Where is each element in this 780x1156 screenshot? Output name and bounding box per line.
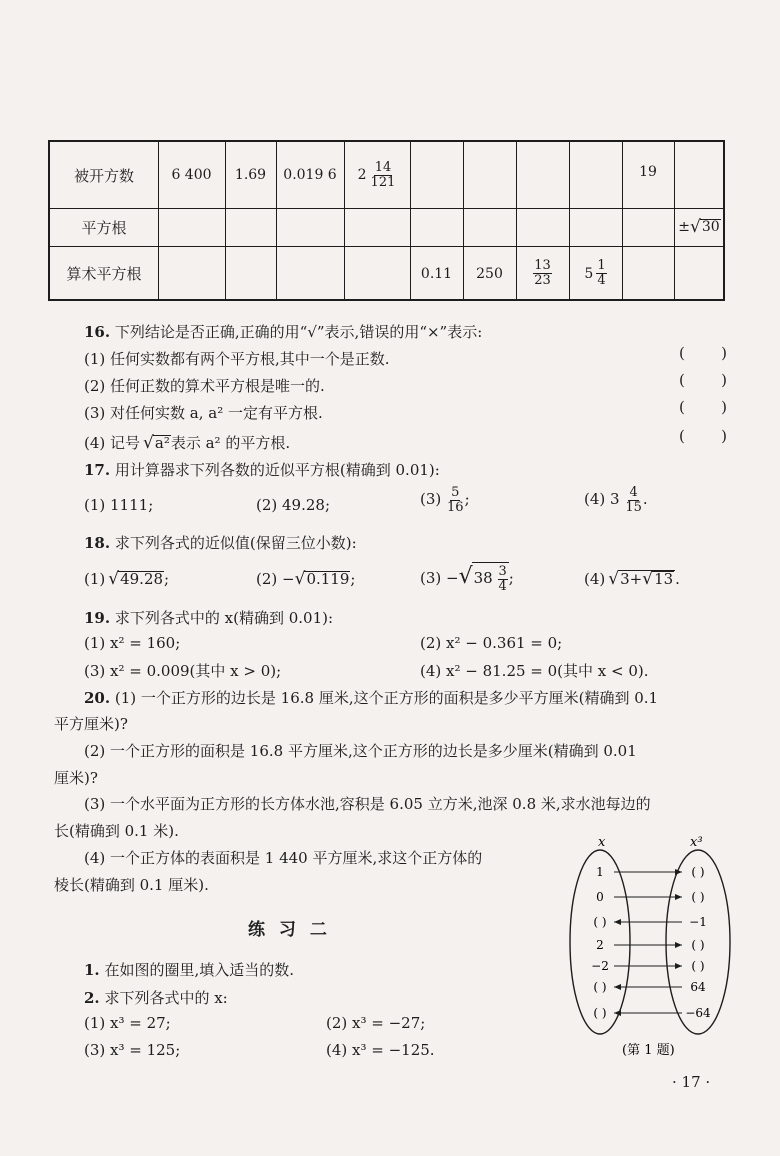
answer-blank[interactable] (679, 344, 727, 362)
fraction-denominator: 121 (370, 174, 396, 190)
arrow-head-icon (675, 942, 682, 948)
item-end: . (675, 570, 680, 588)
table-cell: 250 (476, 265, 503, 282)
right-value: −1 (689, 915, 707, 929)
arrow-head-icon (614, 1010, 621, 1016)
question-text: 求下列各式的近似值(保留三位小数): (114, 534, 357, 552)
item-label: (4) (584, 570, 606, 588)
q20-line: 长(精确到 0.1 米). (54, 822, 179, 840)
item-label: (4) 记号 (84, 434, 141, 452)
question-20 (84, 687, 658, 708)
fraction-denominator: 16 (447, 499, 464, 515)
item-label: (1) (84, 570, 106, 588)
paren-close: ) (721, 371, 727, 389)
figure-caption: (第 1 题) (622, 1043, 675, 1058)
left-value: −2 (591, 959, 609, 973)
radicand-part: 3+ (620, 570, 643, 588)
fraction (596, 259, 606, 287)
right-set-label: x³ (690, 835, 703, 850)
fraction (624, 486, 643, 514)
arrow-head-icon (675, 894, 682, 900)
q18-item-3 (420, 562, 514, 593)
question-16 (84, 321, 482, 342)
right-value: ( ) (691, 959, 705, 973)
fraction-numerator: 5 (451, 485, 460, 500)
question-text: 下列结论是否正确,正确的用“√”表示,错误的用“×”表示: (114, 323, 483, 341)
question-text: 用计算器求下列各数的近似平方根(精确到 0.01): (114, 461, 440, 479)
page-number: · 17 · (672, 1073, 711, 1091)
q16-item-1: (1) 任何实数都有两个平方根,其中一个是正数. (84, 350, 390, 368)
question-18 (84, 532, 357, 553)
paren-open: ( (679, 371, 685, 389)
fraction-denominator: 23 (534, 273, 551, 288)
fraction-denominator: 15 (625, 499, 642, 515)
fraction (498, 565, 508, 593)
q17-item-4 (584, 486, 648, 514)
paren-open: ( (679, 344, 685, 362)
question-number: 16. (84, 323, 111, 341)
table-cell: 1.69 (234, 167, 267, 183)
q20-line: 平方厘米)? (54, 715, 128, 733)
q20-line: (4) 一个正方体的表面积是 1 440 平方厘米,求这个正方体的 (84, 849, 483, 867)
item-end: ; (350, 570, 356, 588)
q20-line: 厘米)? (54, 769, 98, 787)
q19-item-1: (1) x² = 160; (84, 634, 181, 652)
item-label: (3) (420, 490, 442, 509)
question-number: 1. (84, 961, 100, 979)
arrow-head-icon (614, 919, 621, 925)
fraction-denominator: 4 (498, 578, 507, 594)
question-number: 19. (84, 609, 111, 627)
item-end: ; (164, 570, 170, 588)
question-text: 在如图的圈里,填入适当的数. (104, 961, 294, 979)
question-text: 求下列各式中的 x(精确到 0.01): (114, 609, 334, 627)
exercise-2-item-4: (4) x³ = −125. (326, 1041, 435, 1059)
q16-item-3: (3) 对任何实数 a, a² 一定有平方根. (84, 404, 323, 422)
table-cell-mixed-number (569, 246, 622, 301)
question-text: 求下列各式中的 x: (104, 989, 228, 1007)
item-text: 表示 a² 的平方根. (170, 434, 291, 452)
row-header-arithmetic-root: 算术平方根 (66, 265, 142, 283)
fraction-numerator: 4 (629, 485, 638, 500)
right-value: −64 (685, 1006, 711, 1020)
left-value: ( ) (593, 980, 607, 994)
right-values (685, 865, 711, 1020)
fraction-numerator: 14 (374, 159, 392, 175)
mixed-whole: 38 (473, 569, 493, 588)
radical-sign-icon: √ (143, 433, 154, 453)
question-text: (1) 一个正方形的边长是 16.8 厘米,这个正方形的面积是多少平方厘米(精确到 0.1 (114, 689, 659, 707)
answer-blank[interactable] (679, 398, 727, 416)
left-value: ( ) (593, 915, 607, 929)
section-title: 练 习 二 (248, 920, 331, 940)
q18-item-2 (256, 569, 355, 589)
question-number: 18. (84, 534, 111, 552)
q17-item-2: (2) 49.28; (256, 496, 331, 514)
radicand: a² (154, 434, 170, 452)
item-end: ; (508, 569, 514, 588)
inner-radicand: 13 (654, 570, 674, 588)
row-header-radicand: 被开方数 (73, 166, 134, 185)
radicand: 30 (701, 219, 720, 236)
radical-sign-icon: √ (642, 569, 654, 589)
exercise-2-item-2: (2) x³ = −27; (326, 1014, 426, 1032)
paren-open: ( (679, 398, 685, 416)
left-value: 0 (596, 890, 604, 904)
q20-line: (3) 一个水平面为正方形的长方体水池,容积是 6.05 立方米,池深 0.8 米,求水池每边的 (84, 795, 651, 813)
paren-close: ) (721, 344, 727, 362)
right-value: ( ) (691, 865, 705, 879)
plus-minus-sign: ± (678, 219, 691, 235)
right-value: ( ) (691, 890, 705, 904)
fraction (370, 161, 397, 189)
arrow-head-icon (675, 963, 682, 969)
paren-close: ) (721, 427, 727, 445)
fraction-denominator: 4 (597, 273, 606, 288)
arrow-head-icon (614, 984, 621, 990)
q17-item-3 (420, 486, 470, 514)
q19-item-3: (3) x² = 0.009(其中 x > 0); (84, 662, 282, 680)
q19-item-4: (4) x² − 81.25 = 0(其中 x < 0). (420, 662, 649, 680)
paren-close: ) (721, 398, 727, 416)
radicand: 49.28 (120, 570, 164, 588)
q18-item-4 (584, 569, 680, 589)
radical-sign-icon: √ (294, 569, 306, 589)
radicand: 0.119 (306, 570, 350, 588)
q17-item-1: (1) 1111; (84, 496, 154, 514)
left-value: 2 (596, 938, 604, 952)
item-label: (4) 3 (584, 490, 620, 509)
question-number: 2. (84, 989, 100, 1007)
q19-item-2: (2) x² − 0.361 = 0; (420, 634, 563, 652)
mixed-whole: 5 (584, 265, 594, 282)
exercise-2-item-1: (1) x³ = 27; (84, 1014, 171, 1032)
table-cell: 0.019 6 (283, 167, 337, 183)
right-value: 64 (690, 980, 706, 994)
q20-line: (2) 一个正方形的面积是 16.8 平方厘米,这个正方形的边长是多少厘米(精确到 0.01 (84, 742, 637, 760)
radicand (618, 570, 675, 589)
right-value: ( ) (691, 938, 705, 952)
table-cell-fraction (516, 246, 569, 301)
radical-sign-icon: √ (458, 564, 473, 590)
table-cell-mixed-number (344, 142, 410, 208)
left-set-label: x (598, 835, 606, 850)
item-label: (3) − (420, 569, 459, 588)
answer-blank[interactable] (679, 371, 727, 389)
fraction-numerator: 3 (498, 564, 507, 579)
item-end: ; (464, 490, 470, 509)
item-label: (2) − (256, 570, 295, 588)
q20-line: 棱长(精确到 0.1 厘米). (54, 876, 209, 894)
question-number: 17. (84, 461, 111, 479)
square-root-table (48, 140, 725, 301)
radical-sign-icon: √ (690, 217, 701, 237)
fraction (446, 486, 465, 514)
fraction-numerator: 1 (597, 258, 606, 274)
fraction-numerator: 13 (534, 258, 551, 274)
table-cell-plus-minus-root (674, 208, 725, 246)
radical-sign-icon: √ (108, 569, 120, 589)
answer-blank[interactable] (679, 427, 727, 445)
q16-item-2: (2) 任何正数的算术平方根是唯一的. (84, 377, 325, 395)
question-number: 20. (84, 689, 111, 707)
q18-item-1 (84, 569, 169, 589)
item-end: . (642, 490, 648, 509)
mapping-diagram (560, 832, 740, 1062)
exercise-2 (84, 987, 228, 1008)
exercise-2-item-3: (3) x³ = 125; (84, 1041, 181, 1059)
paren-open: ( (679, 427, 685, 445)
left-values (591, 865, 609, 1020)
row-header-square-root: 平方根 (81, 218, 127, 237)
table-cell: 6 400 (171, 167, 212, 183)
left-value: 1 (596, 865, 604, 879)
exercise-1 (84, 959, 294, 980)
question-17 (84, 459, 440, 480)
radical-sign-icon: √ (608, 569, 620, 589)
fraction (533, 259, 552, 287)
q16-item-4 (84, 432, 290, 453)
mixed-whole: 2 (357, 167, 367, 183)
radicand (472, 562, 509, 593)
left-value: ( ) (593, 1006, 607, 1020)
table-cell: 19 (639, 164, 657, 180)
table-cell: 0.11 (420, 265, 453, 282)
question-19 (84, 607, 333, 628)
